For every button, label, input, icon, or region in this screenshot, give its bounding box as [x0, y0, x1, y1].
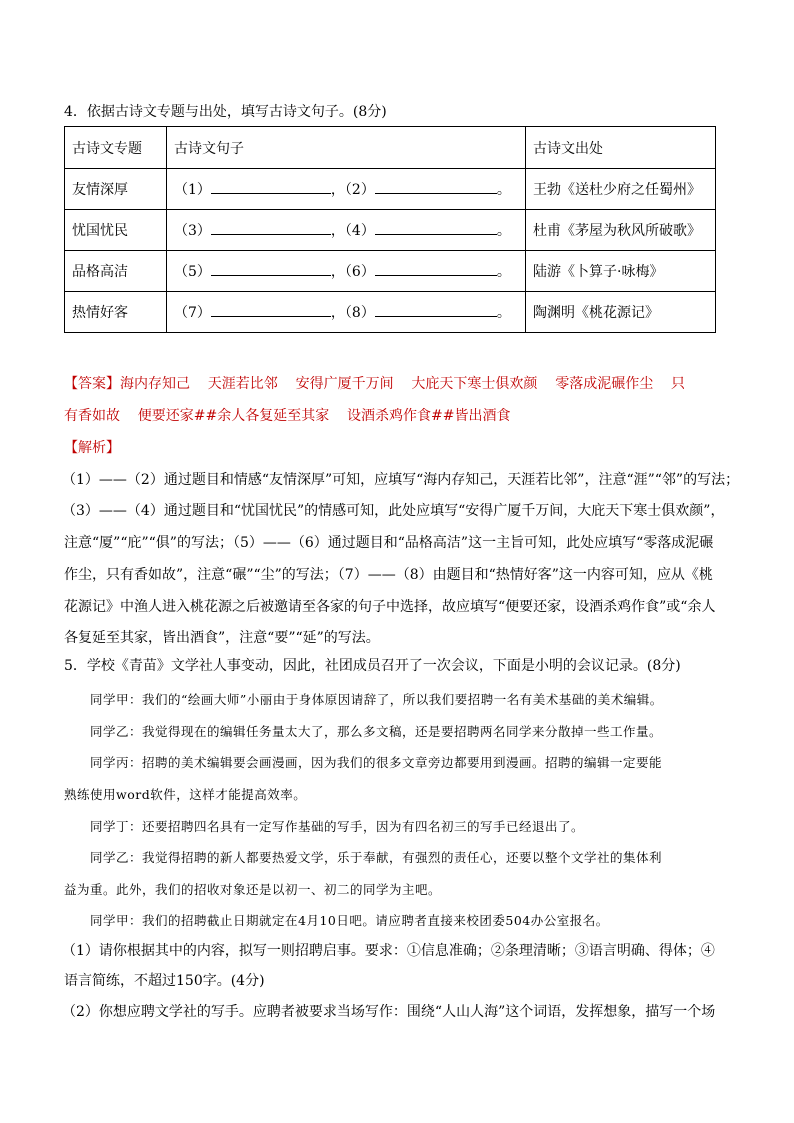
analysis-line: 作尘，只有香如故”，注意“碾”“尘”的写法；（7）——（8）由题目和“热情好客”这一内容可知，应从《桃 — [64, 567, 713, 583]
table-row — [65, 251, 716, 292]
analysis-line: 花源记》中渔人进入桃花源之后被邀请至各家的句子中选择，故应填写“便要还家，设酒杀鸡作食”或“余人 — [64, 599, 716, 615]
answer-blank[interactable] — [375, 220, 497, 235]
blank-number: （7） — [174, 305, 211, 321]
analysis-line: 注意“厦”“庇”“俱”的写法；（5）——（6）通过题目和“品格高洁”这一主旨可知，此处应填写“零落成泥碾 — [64, 535, 714, 551]
table-row — [65, 210, 716, 251]
subquestion-1-cont: 语言简练，不超过150字。(4分) — [64, 973, 265, 989]
blank-number: （1） — [174, 182, 211, 198]
row-sentence — [167, 210, 526, 251]
table-row — [65, 169, 716, 210]
blank-number: （5） — [174, 264, 211, 280]
minutes-line: 同学乙：我觉得招聘的新人都要热爱文学，乐于奉献，有强烈的责任心，还要以整个文学社的集体利 — [90, 850, 663, 865]
minutes-line: 熟练使用word软件，这样才能提高效率。 — [64, 787, 307, 802]
subquestion-2: （2）你想应聘文学社的写手。应聘者被要求当场写作：围绕“人山人海”这个词语，发挥想象，描写一个场 — [62, 1004, 716, 1020]
row-sentence — [167, 292, 526, 333]
row-sentence — [167, 251, 526, 292]
answer-blank[interactable] — [375, 179, 497, 194]
answer-text: 海内存知己 天涯若比邻 安得广厦千万间 大庇天下寒士俱欢颜 零落成泥碾作尘 只 — [120, 376, 686, 392]
minutes-line: 同学丙：招聘的美术编辑要会画漫画，因为我们的很多文章旁边都要用到漫画。招聘的编辑一定要能 — [90, 755, 663, 770]
table-row — [65, 292, 716, 333]
sentence-end: 。 — [496, 264, 511, 280]
row-topic: 品格高洁 — [65, 251, 167, 292]
minutes-line: 益为重。此外，我们的招收对象还是以初一、初二的同学为主吧。 — [64, 882, 442, 897]
subquestion-1: （1）请你根据其中的内容，拟写一则招聘启事。要求：①信息准确；②条理清晰；③语言明确、得体；④ — [62, 943, 715, 959]
blank-number: ，（8） — [330, 305, 375, 321]
blank-number: ，（6） — [330, 264, 375, 280]
answer-line-1 — [64, 373, 685, 393]
analysis-line: 各复延至其家，皆出酒食”，注意“要”“延”的写法。 — [64, 630, 380, 646]
row-source: 陆游《卜算子·咏梅》 — [526, 251, 716, 292]
answer-blank[interactable] — [375, 302, 497, 317]
minutes-line: 同学乙：我觉得现在的编辑任务量太大了，那么多文稿，还是要招聘两名同学来分散掉一些工作量。 — [90, 724, 663, 739]
answer-blank[interactable] — [211, 220, 331, 235]
blank-number: ，（2） — [330, 182, 375, 198]
header-topic: 古诗文专题 — [65, 127, 167, 169]
sentence-end: 。 — [496, 305, 511, 321]
row-source: 陶渊明《桃花源记》 — [526, 292, 716, 333]
row-sentence — [167, 169, 526, 210]
poetry-table — [64, 126, 716, 333]
sentence-end: 。 — [496, 223, 511, 239]
analysis-line: （3）——（4）通过题目和“忧国忧民”的情感可知，此处应填写“安得广厦千万间，大庇天下寒士俱欢颜”， — [62, 503, 725, 519]
answer-blank[interactable] — [211, 261, 331, 276]
blank-number: ，（4） — [330, 223, 375, 239]
sentence-end: 。 — [496, 182, 511, 198]
answer-blank[interactable] — [211, 179, 331, 194]
minutes-line: 同学甲：我们的“绘画大师”小丽由于身体原因请辞了，所以我们要招聘一名有美术基础的美术编辑。 — [90, 692, 663, 707]
question-4-title: 4．依据古诗文专题与出处，填写古诗文句子。(8分) — [64, 104, 387, 120]
row-source: 王勃《送杜少府之任蜀州》 — [526, 169, 716, 210]
minutes-line: 同学甲：我们的招聘截止日期就定在4月10日吧。请应聘者直接来校团委504办公室报名。 — [90, 913, 609, 928]
row-topic: 热情好客 — [65, 292, 167, 333]
analysis-label: 【解析】 — [64, 440, 120, 456]
answer-blank[interactable] — [375, 261, 497, 276]
answer-label: 【答案】 — [64, 376, 120, 392]
header-source: 古诗文出处 — [526, 127, 716, 169]
row-topic: 忧国忧民 — [65, 210, 167, 251]
answer-blank[interactable] — [211, 302, 331, 317]
answer-line-2: 有香如故 便要还家##余人各复延至其家 设酒杀鸡作食##皆出酒食 — [64, 408, 511, 424]
table-header-row — [65, 127, 716, 169]
question-5-title: 5．学校《青苗》文学社人事变动，因此，社团成员召开了一次会议，下面是小明的会议记录。(8分) — [64, 658, 681, 674]
row-source: 杜甫《茅屋为秋风所破歌》 — [526, 210, 716, 251]
minutes-line: 同学丁：还要招聘四名具有一定写作基础的写手，因为有四名初三的写手已经退出了。 — [90, 819, 585, 834]
row-topic: 友情深厚 — [65, 169, 167, 210]
analysis-line: （1）——（2）通过题目和情感“友情深厚”可知，应填写“海内存知己，天涯若比邻”，注意“涯”“邻”的写法； — [62, 472, 740, 488]
header-sentence: 古诗文句子 — [167, 127, 526, 169]
blank-number: （3） — [174, 223, 211, 239]
